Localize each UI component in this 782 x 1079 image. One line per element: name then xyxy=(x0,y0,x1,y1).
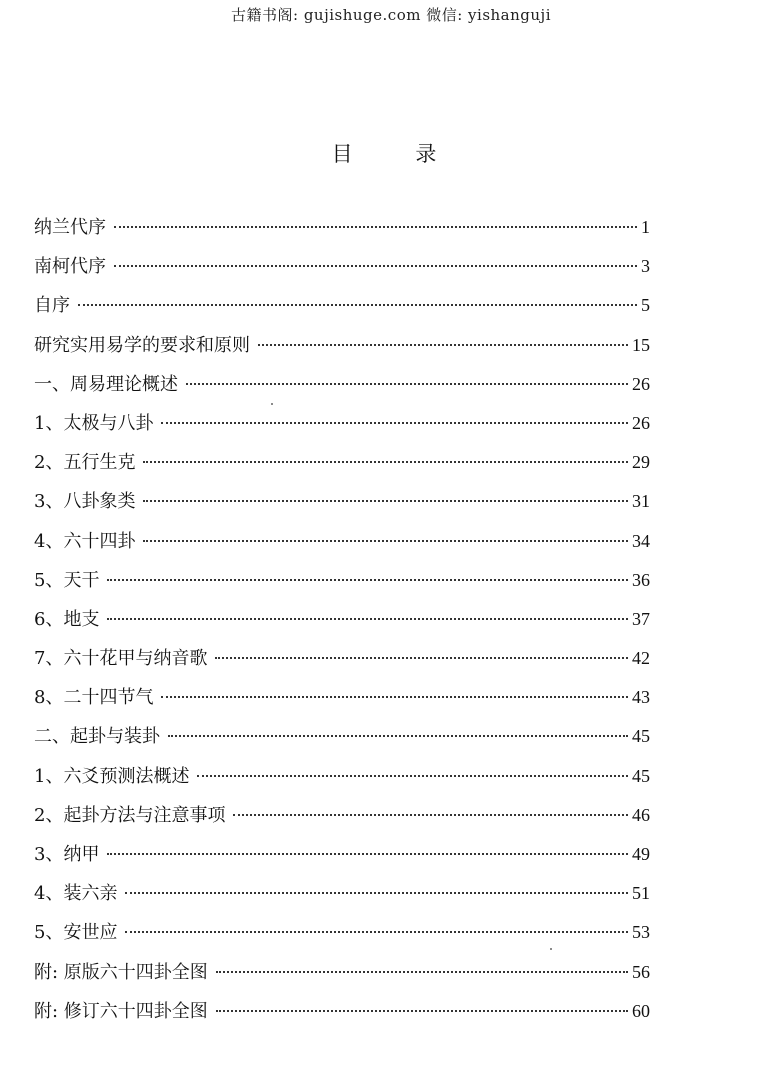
toc-entry-page-number: 42 xyxy=(632,648,650,669)
toc-dot-leader xyxy=(125,931,628,933)
toc-entry xyxy=(34,291,650,330)
toc-entry xyxy=(34,879,650,918)
toc-entry xyxy=(34,566,650,605)
toc-dot-leader xyxy=(233,814,628,816)
toc-dot-leader xyxy=(161,422,628,424)
toc-dot-leader xyxy=(114,226,637,228)
toc-dot-leader xyxy=(107,618,628,620)
table-of-contents xyxy=(34,213,650,1036)
toc-entry xyxy=(34,448,650,487)
toc-entry-page-number: 31 xyxy=(632,491,650,512)
toc-entry-label: 4、六十四卦 xyxy=(34,530,136,552)
toc-entry xyxy=(34,762,650,801)
toc-entry-label: 8、二十四节气 xyxy=(34,687,154,709)
toc-entry xyxy=(34,252,650,291)
toc-entry-label: 二、起卦与装卦 xyxy=(34,726,160,748)
scan-speck xyxy=(271,403,273,405)
toc-entry xyxy=(34,918,650,957)
toc-entry-page-number: 56 xyxy=(632,961,650,982)
toc-entry-page-number: 37 xyxy=(632,608,650,629)
toc-entry-label: 南柯代序 xyxy=(34,256,106,278)
page-title: 目 录 xyxy=(331,142,465,166)
toc-entry-label: 1、六爻预测法概述 xyxy=(34,765,190,787)
scan-speck xyxy=(550,948,552,950)
toc-entry xyxy=(34,409,650,448)
toc-entry xyxy=(34,527,650,566)
toc-dot-leader xyxy=(216,1010,628,1012)
toc-entry xyxy=(34,331,650,370)
toc-dot-leader xyxy=(114,265,637,267)
toc-entry-label: 2、五行生克 xyxy=(34,452,136,474)
toc-dot-leader xyxy=(107,579,628,581)
toc-entry-page-number: 34 xyxy=(632,530,650,551)
toc-entry-page-number: 3 xyxy=(641,256,650,277)
toc-entry xyxy=(34,722,650,761)
toc-dot-leader xyxy=(186,383,628,385)
toc-entry xyxy=(34,213,650,252)
toc-entry-label: 4、装六亲 xyxy=(34,883,118,905)
toc-entry-label: 2、起卦方法与注意事项 xyxy=(34,804,226,826)
toc-entry xyxy=(34,644,650,683)
toc-entry-label: 5、安世应 xyxy=(34,922,118,944)
toc-dot-leader xyxy=(161,696,628,698)
toc-entry-page-number: 1 xyxy=(641,217,650,237)
toc-entry xyxy=(34,958,650,997)
toc-entry-label: 1、太极与八卦 xyxy=(34,412,154,434)
toc-entry-page-number: 53 xyxy=(632,922,650,943)
toc-entry-label: 6、地支 xyxy=(34,608,100,630)
toc-dot-leader xyxy=(215,657,628,659)
toc-entry-label: 研究实用易学的要求和原则 xyxy=(34,334,250,356)
toc-entry-page-number: 26 xyxy=(632,412,650,433)
toc-entry-page-number: 45 xyxy=(632,765,650,786)
toc-entry xyxy=(34,487,650,526)
toc-entry-page-number: 46 xyxy=(632,804,650,825)
toc-dot-leader xyxy=(143,500,628,502)
toc-dot-leader xyxy=(125,892,628,894)
toc-dot-leader xyxy=(143,461,628,463)
toc-dot-leader xyxy=(78,304,637,306)
toc-entry xyxy=(34,683,650,722)
toc-entry-page-number: 60 xyxy=(632,1000,650,1021)
toc-entry-label: 5、天干 xyxy=(34,569,100,591)
toc-entry xyxy=(34,801,650,840)
toc-entry xyxy=(34,370,650,409)
toc-entry-page-number: 49 xyxy=(632,844,650,864)
toc-entry-page-number: 51 xyxy=(632,883,650,904)
toc-entry-page-number: 45 xyxy=(632,726,650,747)
toc-entry xyxy=(34,997,650,1036)
toc-entry xyxy=(34,840,650,879)
toc-dot-leader xyxy=(197,775,628,777)
toc-entry-label: 3、八卦象类 xyxy=(34,491,136,513)
toc-dot-leader xyxy=(216,971,628,973)
toc-dot-leader xyxy=(143,540,628,542)
toc-entry-page-number: 36 xyxy=(632,569,650,590)
toc-dot-leader xyxy=(107,853,628,855)
toc-entry xyxy=(34,605,650,644)
toc-entry-label: 一、周易理论概述 xyxy=(34,373,178,395)
toc-entry-page-number: 29 xyxy=(632,452,650,473)
toc-entry-label: 自序 xyxy=(34,295,70,317)
toc-entry-page-number: 26 xyxy=(632,373,650,394)
toc-entry-page-number: 43 xyxy=(632,687,650,708)
toc-dot-leader xyxy=(258,344,628,346)
toc-entry-label: 纳兰代序 xyxy=(34,217,106,238)
toc-entry-page-number: 5 xyxy=(641,295,650,316)
toc-entry-label: 3、纳甲 xyxy=(34,844,100,865)
toc-entry-label: 附: 修订六十四卦全图 xyxy=(34,1000,208,1022)
watermark-text: 古籍书阁: gujishuge.com 微信: yishanguji xyxy=(231,6,551,24)
toc-entry-page-number: 15 xyxy=(632,334,650,355)
toc-dot-leader xyxy=(168,735,628,737)
toc-entry-label: 附: 原版六十四卦全图 xyxy=(34,961,208,983)
toc-entry-label: 7、六十花甲与纳音歌 xyxy=(34,648,208,670)
